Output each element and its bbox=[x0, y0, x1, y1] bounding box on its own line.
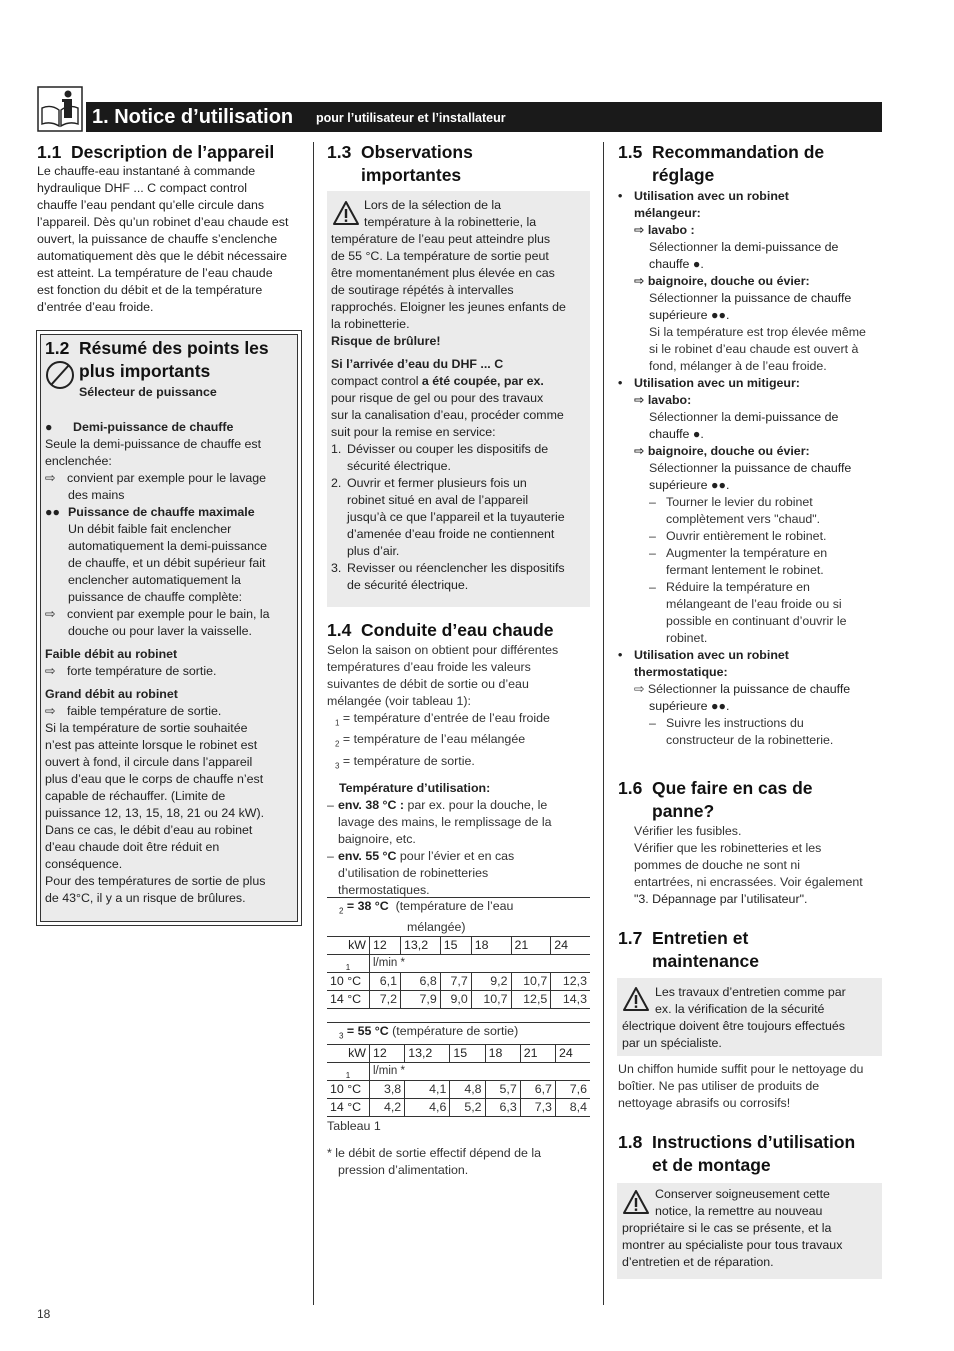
arrow-icon: ⇨ bbox=[45, 471, 56, 485]
section-1-7-heading: 1.7 Entretien et bbox=[618, 928, 749, 948]
section-1-5-text: • Utilisation avec un robinet mélangeur: ⇨ lavabo : Sélectionner la demi-puissance de chauffe ●. ⇨ baignoire, douche ou évier: Sélectionner la puissance de chauffe supérieure ●●. Si la température est trop élevée même si le robinet d’eau chaude est ouvert à fond, mélanger à de l’eau froide. • Utilisation avec un mitigeur: ⇨ lavabo: Sélectionner la demi-puissance de chauffe ●. ⇨ baignoire, douche ou évier: Sélectionner la puissance de chauffe supérieure ●●. – Tourner le levier du robinet complètement vers "chaud". – Ouvrir entièrement le robinet. – Augmenter la température en fermant lentement le robinet. – Réduire la température en mélangeant de l’eau froide ou si possible en continuant d’ouvrir le robinet. • Utilisation avec un robinet thermostatique: ⇨ Sélectionner la puissance de chauffe supérieure ●●. – Suivre les instructions du constructeur de la robinetterie. bbox=[618, 189, 866, 747]
arrow-icon: ⇨ bbox=[45, 704, 56, 718]
section-1-8-warning-text: Conserver soigneusement cette notice, la remettre au nouveau propriétaire si le cas se présente, et la montrer au spécialiste pour tous travaux d’entretien et de réparation. bbox=[622, 1187, 843, 1269]
section-1-8-heading: 1.8 Instructions d’utilisation bbox=[618, 1132, 856, 1152]
arrow-icon: ⇨ bbox=[45, 607, 56, 621]
arrow-icon: ⇨ bbox=[634, 223, 645, 237]
section-1-3-heading-line2: importantes bbox=[361, 165, 462, 185]
arrow-icon: ⇨ bbox=[634, 444, 645, 458]
table-caption-block: Tableau 1 * le débit de sortie effectif dépend de la pression d’alimentation. bbox=[327, 1119, 542, 1177]
section-1-3-text: Lors de la sélection de la température à la robinetterie, la température de l’eau peut atteindre plus de 55 °C. La température de sortie peut être momentanément plus élevée en cas de soutirage répétés à intervalles rapprochés. Eloigner les jeunes enfants de la robinetterie. Risque de brûlure! Si l’arrivée d’eau du DHF ... C compact control a été coupée, par ex. pour risque de gel ou pour des travaux sur la canalisation d’eau, procéder comme suit pour la remise en service: 1. Dévisser ou couper les dispositifs de sécurité électrique. 2. Ouvrir et fermer plusieurs fois un robinet situé en aval de l’appareil jusqu’à ce que l’appareil et la tuyauterie d’amenée d’eau froide ne contiennent plus d’air. 3. Revisser ou réenclencher les dispositifs de sécurité électrique. bbox=[331, 198, 566, 592]
section-1-1-text: Le chauffe-eau instantané à commande hydraulique DHF ... C compact control chauffe l’eau pendant qu’elle circule dans l’appareil. Dès qu’un robinet d’eau chaude est ouvert, la puissance de chauffe s’enclenche automatiquement dès que le débit nécessaire est atteint. La température de l’eau chaude est fonction du débit et de la température d’entrée d’eau froide. bbox=[37, 164, 289, 314]
page-subtitle: pour l’utilisateur et l’installateur bbox=[316, 111, 506, 125]
section-1-7-warning-text: Les travaux d’entretien comme par ex. la vérification de la sécurité électrique doivent être toujours effectués par un spécialiste. bbox=[622, 985, 846, 1050]
section-1-4-text: Selon la saison on obtient pour différentes températures d’eau froide les valeurs suivantes de débit de sortie ou d’eau mélangée (voir tableau 1): $_1$ = température d’entrée de l’eau froide $_2$ = température de l’eau mélangée $_3$ = température de sortie. Température d’utilisation: – env. 38 °C : par ex. pour la douche, le lavage des mains, le remplissage de la baignoire, etc. – env. 55 °C pour l’évier et en cas d’utilisation de robinetteries thermostatiques. bbox=[327, 643, 559, 898]
arrow-icon: ⇨ bbox=[634, 393, 645, 407]
half-power-dot-icon: ● bbox=[45, 420, 53, 434]
section-1-4-heading: 1.4 Conduite d’eau chaude bbox=[327, 620, 554, 640]
section-1-8-heading-line2: et de montage bbox=[652, 1155, 771, 1175]
book-info-icon bbox=[37, 86, 83, 132]
page-number: 18 bbox=[37, 1307, 51, 1321]
section-1-6-heading-line2: panne? bbox=[652, 801, 715, 821]
column-divider-2 bbox=[603, 142, 604, 1305]
section-1-1-heading: 1.1 Description de l’appareil bbox=[37, 142, 275, 162]
section-1-5-heading-line2: réglage bbox=[652, 165, 715, 185]
power-selector-label: Sélecteur de puissance bbox=[79, 385, 217, 399]
arrow-icon: ⇨ bbox=[634, 682, 645, 696]
flow-table-38: $_2$ = 38 °C (température de l’eau mélangée) kW 12 13,2 15 18 21 24 1 l/min * 10 °C 6,1 6,8 7,7 9,2 10,7 12,3 14 °C 7,2 7,9 9,0 10,7 12,5 14,3 bbox=[327, 897, 590, 1009]
page-title: 1. Notice d’utilisation bbox=[92, 106, 294, 128]
section-1-7-heading-line2: maintenance bbox=[652, 951, 759, 971]
section-1-6-text: Vérifier les fusibles. Vérifier que les robinetteries et les pommes de douche ne sont ni entartrées, ni encrassées. Voir également "3. Dépannage par l’utilisateur". bbox=[634, 824, 863, 906]
section-1-7-text: Un chiffon humide suffit pour le nettoyage du boîtier. Ne pas utiliser de produits de nettoyage abrasifs ou corrosifs! bbox=[618, 1062, 864, 1110]
no-symbol-icon bbox=[45, 360, 75, 390]
section-1-5-heading: 1.5 Recommandation de bbox=[618, 142, 825, 162]
section-1-3-heading: 1.3 Observations bbox=[327, 142, 473, 162]
section-1-2-text: ● Demi-puissance de chauffe Seule la demi-puissance de chauffe est enclenchée: ⇨ convient par exemple pour le lavage des mains ●● Puissance de chauffe maximale Un débit faible fait enclencher automatiquement la demi-puissance de chauffe, et un débit supérieur fait enclencher automatiquement la puissance de chauffe complète: ⇨ convient par exemple pour le bain, la douche ou pour laver la vaisselle. Faible débit au robinet ⇨ forte température de sortie. Grand débit au robinet ⇨ faible température de sortie. Si la température de sortie souhaitée n’est pas atteinte lorsque le robinet est ouvert à fond, il circule dans l’appareil plus d’eau que le corps de chauffe n’est capable de réchauffer. (Limite de puissance 12, 13, 15, 18, 21 ou 24 kW). Dans ce cas, le débit d’eau au robinet d’eau chaude doit être réduit en conséquence. Pour des températures de sortie de plus de 43°C, il y a un risque de brûlures. bbox=[45, 420, 270, 905]
full-power-dots-icon: ●● bbox=[45, 505, 60, 519]
column-divider-1 bbox=[313, 142, 314, 1305]
section-1-2-heading-line2: plus importants bbox=[79, 361, 211, 381]
arrow-icon: ⇨ bbox=[634, 274, 645, 288]
arrow-icon: ⇨ bbox=[45, 664, 56, 678]
section-header-bar bbox=[86, 102, 882, 132]
flow-table-55: $_3$ = 55 °C (température de sortie) kW 12 13,2 15 18 21 24 1 l/min * 10 °C 3,8 4,1 4,8 5,7 6,7 7,6 14 °C 4,2 4,6 5,2 6,3 7,3 8,4 bbox=[327, 1022, 590, 1117]
section-1-2-heading: 1.2 Résumé des points les bbox=[45, 338, 269, 358]
section-1-6-heading: 1.6 Que faire en cas de bbox=[618, 778, 813, 798]
